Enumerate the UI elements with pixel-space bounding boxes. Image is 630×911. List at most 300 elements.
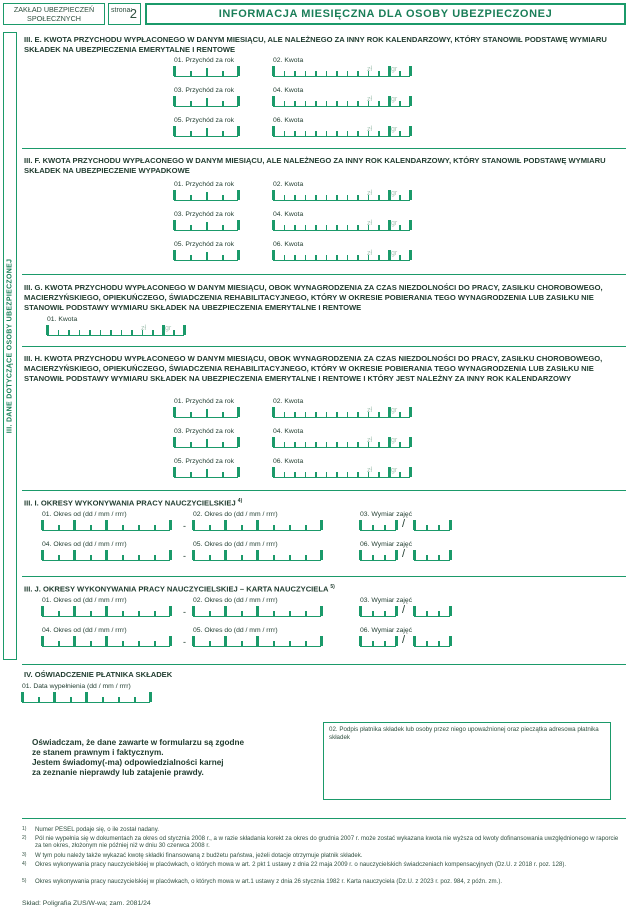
field-tick <box>320 520 323 530</box>
page-label: strona: <box>111 7 133 14</box>
field-tick <box>237 96 240 106</box>
ratio-den-input[interactable] <box>414 637 450 647</box>
section-e-title: III. E. KWOTA PRZYCHODU WYPŁACONEGO W DANYM MIESIĄCU, ALE NALEŻNEGO ZA INNY ROK KALENDARZOWY, KTÓRY STANOWIŁ PODSTAWĘ WYMIARU SKŁADEK NA UBEZPIECZENIA EMERYTALNE I RENTOWE <box>24 35 607 54</box>
footnote-number: 1) <box>22 826 27 832</box>
declaration-line: Oświadczam, że dane zawarte w formularzu są zgodne <box>32 738 245 747</box>
date-input[interactable] <box>193 637 321 647</box>
ratio-num-input[interactable] <box>360 521 396 531</box>
amount-input[interactable] <box>273 468 410 478</box>
footnote-number: 3) <box>22 852 27 858</box>
field-label: 01. Przychód za rok <box>174 57 235 64</box>
section-divider <box>22 274 626 275</box>
field-tick <box>173 250 176 260</box>
footnote <box>22 826 622 833</box>
field-tick <box>192 636 195 646</box>
field-tick <box>41 606 44 616</box>
amount-input[interactable] <box>273 221 410 231</box>
year-input[interactable] <box>174 127 238 137</box>
field-tick <box>173 407 176 417</box>
amount-input[interactable] <box>273 251 410 261</box>
field-tick <box>192 550 195 560</box>
field-tick <box>105 606 108 616</box>
field-tick <box>413 606 416 616</box>
field-tick <box>122 641 124 646</box>
date-input[interactable] <box>42 551 170 561</box>
field-tick <box>237 220 240 230</box>
field-tick <box>173 437 176 447</box>
date-input[interactable] <box>22 693 150 703</box>
year-input[interactable] <box>174 408 238 418</box>
field-tick <box>336 472 338 477</box>
footnote-number: 2) <box>22 835 27 841</box>
gr-label: gr <box>165 325 172 332</box>
date-input[interactable] <box>193 521 321 531</box>
year-input[interactable] <box>174 221 238 231</box>
section-j-title <box>24 582 614 595</box>
field-tick <box>305 442 307 447</box>
ratio-den-input[interactable] <box>414 521 450 531</box>
field-tick <box>315 442 317 447</box>
footnote-number: 4) <box>22 861 27 867</box>
field-tick <box>222 131 224 136</box>
field-tick <box>284 195 286 200</box>
field-tick <box>289 525 291 530</box>
field-tick <box>305 525 307 530</box>
field-tick <box>272 437 275 447</box>
field-tick <box>395 550 398 560</box>
field-tick <box>73 550 76 560</box>
field-tick <box>90 641 92 646</box>
field-tick <box>224 550 227 560</box>
field-tick <box>58 525 60 530</box>
field-tick <box>122 611 124 616</box>
amount-input[interactable] <box>273 408 410 418</box>
field-tick <box>149 692 152 702</box>
field-tick <box>294 442 296 447</box>
field-tick <box>138 525 140 530</box>
field-tick <box>256 636 259 646</box>
field-tick <box>326 472 328 477</box>
field-tick <box>272 66 275 76</box>
field-tick <box>357 472 359 477</box>
date-input[interactable] <box>42 521 170 531</box>
zl-label: zł <box>367 250 373 257</box>
field-tick <box>154 525 156 530</box>
field-tick <box>347 71 349 76</box>
gr-label: gr <box>391 407 398 414</box>
field-tick <box>399 131 401 136</box>
footnote <box>22 878 622 885</box>
field-tick <box>190 71 192 76</box>
field-tick <box>41 520 44 530</box>
section-j-footnote-ref: 5) <box>330 584 335 590</box>
field-label: 05. Przychód za rok <box>174 458 235 465</box>
field-tick <box>206 192 208 200</box>
field-tick <box>154 555 156 560</box>
field-tick <box>305 101 307 106</box>
field-tick <box>315 255 317 260</box>
field-tick <box>359 550 362 560</box>
field-tick <box>237 467 240 477</box>
field-tick <box>305 611 307 616</box>
field-label: 06. Kwota <box>273 241 304 248</box>
field-tick <box>372 641 374 646</box>
field-tick <box>192 520 195 530</box>
field-tick <box>73 520 76 530</box>
field-tick <box>409 126 412 136</box>
field-tick <box>409 250 412 260</box>
field-tick <box>326 412 328 417</box>
field-tick <box>237 250 240 260</box>
field-label: 06. Wymiar zajęć <box>360 541 413 548</box>
field-tick <box>284 442 286 447</box>
field-tick <box>206 252 208 260</box>
field-tick <box>138 611 140 616</box>
year-input[interactable] <box>174 438 238 448</box>
field-tick <box>336 131 338 136</box>
field-tick <box>399 412 401 417</box>
field-tick <box>409 467 412 477</box>
footnote-text: Okres wykonywania pracy nauczycielskiej w placówkach, o których mowa w art.1 ustawy z dnia 26 stycznia 1982 r. Karta nauczyciela (Dz.U. z 2023 r. poz. 984, z późn. zm.). <box>35 878 503 885</box>
field-tick <box>237 126 240 136</box>
zl-label: zł <box>141 325 147 332</box>
field-label: 01. Przychód za rok <box>174 181 235 188</box>
date-input[interactable] <box>42 607 170 617</box>
field-label: 03. Przychód za rok <box>174 428 235 435</box>
field-tick <box>399 442 401 447</box>
field-tick <box>438 525 440 530</box>
field-label: 02. Kwota <box>273 181 304 188</box>
field-tick <box>409 190 412 200</box>
field-tick <box>90 611 92 616</box>
field-tick <box>224 520 227 530</box>
field-tick <box>378 195 380 200</box>
ratio-slash: / <box>402 548 406 560</box>
field-tick <box>347 412 349 417</box>
field-tick <box>105 550 108 560</box>
field-tick <box>315 71 317 76</box>
field-tick <box>173 330 175 335</box>
field-label: 04. Kwota <box>273 87 304 94</box>
field-tick <box>413 550 416 560</box>
field-label: 02. Okres do (dd / mm / rrrr) <box>193 511 278 518</box>
field-tick <box>154 611 156 616</box>
sidebar-label: III. DANE DOTYCZĄCE OSOBY UBEZPIECZONEJ <box>6 258 14 434</box>
field-tick <box>315 225 317 230</box>
field-label: 03. Wymiar zajęć <box>360 511 413 518</box>
field-tick <box>294 255 296 260</box>
zl-label: zł <box>367 407 373 414</box>
field-tick <box>273 555 275 560</box>
field-tick <box>326 442 328 447</box>
field-tick <box>294 195 296 200</box>
field-tick <box>272 126 275 136</box>
amount-input[interactable] <box>273 67 410 77</box>
field-label: 05. Okres do (dd / mm / rrrr) <box>193 541 278 548</box>
field-label: 02. Kwota <box>273 57 304 64</box>
field-tick <box>41 550 44 560</box>
field-tick <box>438 641 440 646</box>
amount-input[interactable] <box>273 438 410 448</box>
date-filled-label: 01. Data wypełnienia (dd / mm / rrrr) <box>22 683 131 690</box>
field-tick <box>190 225 192 230</box>
zl-label: zł <box>367 126 373 133</box>
amount-input[interactable] <box>273 97 410 107</box>
zl-label: zł <box>367 437 373 444</box>
field-tick <box>378 71 380 76</box>
field-tick <box>237 407 240 417</box>
field-tick <box>190 195 192 200</box>
field-tick <box>190 442 192 447</box>
field-label: 04. Okres od (dd / mm / rrrr) <box>42 627 127 634</box>
footnote-number: 5) <box>22 878 27 884</box>
field-tick <box>347 225 349 230</box>
field-tick <box>347 255 349 260</box>
field-tick <box>326 195 328 200</box>
ratio-den-input[interactable] <box>414 607 450 617</box>
field-tick <box>357 101 359 106</box>
date-range-dash: - <box>183 551 186 561</box>
field-tick <box>272 96 275 106</box>
section-i-footnote-ref: 4) <box>237 498 243 504</box>
field-tick <box>192 606 195 616</box>
field-tick <box>169 636 172 646</box>
field-tick <box>347 101 349 106</box>
field-tick <box>190 472 192 477</box>
field-tick <box>294 472 296 477</box>
ratio-slash: / <box>402 634 406 646</box>
field-label: 03. Wymiar zajęć <box>360 597 413 604</box>
date-input[interactable] <box>193 607 321 617</box>
institution-name: ZAKŁAD UBEZPIECZEŃ SPOŁECZNYCH <box>3 3 105 25</box>
field-tick <box>372 611 374 616</box>
field-tick <box>206 98 208 106</box>
gr-label: gr <box>391 66 398 73</box>
field-tick <box>378 442 380 447</box>
field-tick <box>357 442 359 447</box>
field-tick <box>169 520 172 530</box>
field-tick <box>399 195 401 200</box>
field-tick <box>222 225 224 230</box>
field-tick <box>224 606 227 616</box>
declaration-line: za zeznanie nieprawdy lub zatajenie prawdy. <box>32 768 204 777</box>
section-divider <box>22 490 626 491</box>
field-tick <box>222 101 224 106</box>
field-tick <box>173 220 176 230</box>
field-tick <box>347 442 349 447</box>
field-tick <box>224 636 227 646</box>
zl-label: zł <box>367 220 373 227</box>
gr-label: gr <box>391 437 398 444</box>
field-label: 06. Kwota <box>273 117 304 124</box>
field-tick <box>305 195 307 200</box>
field-tick <box>222 71 224 76</box>
field-tick <box>183 325 186 335</box>
field-tick <box>378 412 380 417</box>
field-tick <box>284 225 286 230</box>
field-tick <box>395 520 398 530</box>
field-tick <box>138 641 140 646</box>
field-tick <box>305 131 307 136</box>
field-tick <box>169 606 172 616</box>
page-number: 2 <box>129 6 137 21</box>
year-input[interactable] <box>174 468 238 478</box>
field-label: 05. Okres do (dd / mm / rrrr) <box>193 627 278 634</box>
field-tick <box>21 692 24 702</box>
field-tick <box>68 330 70 335</box>
footnote <box>22 852 622 859</box>
field-tick <box>426 611 428 616</box>
year-input[interactable] <box>174 251 238 261</box>
section-divider <box>22 576 626 577</box>
field-tick <box>154 641 156 646</box>
field-tick <box>399 101 401 106</box>
field-tick <box>256 606 259 616</box>
field-label: 03. Przychód za rok <box>174 211 235 218</box>
field-tick <box>357 255 359 260</box>
field-tick <box>413 520 416 530</box>
field-tick <box>409 96 412 106</box>
footnote <box>22 861 622 868</box>
field-label: 04. Kwota <box>273 211 304 218</box>
field-tick <box>357 71 359 76</box>
field-tick <box>294 71 296 76</box>
field-tick <box>378 131 380 136</box>
year-input[interactable] <box>174 97 238 107</box>
field-tick <box>273 525 275 530</box>
field-tick <box>336 412 338 417</box>
ratio-den-input[interactable] <box>414 551 450 561</box>
field-tick <box>222 412 224 417</box>
field-tick <box>272 220 275 230</box>
field-tick <box>53 692 56 702</box>
field-tick <box>206 409 208 417</box>
field-tick <box>305 412 307 417</box>
zl-label: zł <box>367 96 373 103</box>
field-tick <box>320 550 323 560</box>
field-tick <box>237 190 240 200</box>
field-tick <box>336 442 338 447</box>
amount-input[interactable] <box>273 191 410 201</box>
field-tick <box>190 412 192 417</box>
field-tick <box>222 195 224 200</box>
date-input[interactable] <box>42 637 170 647</box>
section-divider <box>22 346 626 347</box>
section-sidebar <box>3 32 17 660</box>
field-tick <box>152 330 154 335</box>
field-tick <box>449 606 452 616</box>
ratio-num-input[interactable] <box>360 607 396 617</box>
section-f-title: III. F. KWOTA PRZYCHODU WYPŁACONEGO W DANYM MIESIĄCU, ALE NALEŻNEGO ZA INNY ROK KALENDARZOWY, KTÓRY STANOWIŁ PODSTAWĘ WYMIARU SKŁADEK NA UBEZPIECZENIE WYPADKOWE <box>24 156 606 175</box>
field-tick <box>449 636 452 646</box>
field-tick <box>118 697 120 702</box>
signature-box[interactable] <box>323 722 611 800</box>
field-tick <box>384 641 386 646</box>
print-info: Skład: Poligrafia ZUS/W-wa; zam. 2081/24 <box>22 900 151 907</box>
ratio-num-input[interactable] <box>360 551 396 561</box>
page-indicator <box>108 3 141 25</box>
amount-input[interactable] <box>273 127 410 137</box>
field-tick <box>190 131 192 136</box>
field-tick <box>169 550 172 560</box>
field-tick <box>326 225 328 230</box>
signature-label: 02. Podpis płatnika składek lub osoby przez niego upoważnionej oraz pieczątka adresowa płatnika składek <box>329 726 599 741</box>
field-tick <box>284 412 286 417</box>
field-tick <box>209 525 211 530</box>
section-j-title-text: III. J. OKRESY WYKONYWANIA PRACY NAUCZYCIELSKIEJ – KARTA NAUCZYCIELA <box>24 584 329 594</box>
field-tick <box>336 255 338 260</box>
field-tick <box>256 520 259 530</box>
field-label: 01. Okres od (dd / mm / rrrr) <box>42 597 127 604</box>
field-tick <box>305 472 307 477</box>
field-tick <box>206 128 208 136</box>
field-tick <box>409 407 412 417</box>
ratio-num-input[interactable] <box>360 637 396 647</box>
field-tick <box>256 550 259 560</box>
field-tick <box>73 606 76 616</box>
field-tick <box>336 195 338 200</box>
field-tick <box>131 330 133 335</box>
field-tick <box>90 525 92 530</box>
field-tick <box>241 641 243 646</box>
date-range-dash: - <box>183 637 186 647</box>
field-tick <box>320 606 323 616</box>
field-tick <box>73 636 76 646</box>
field-tick <box>284 131 286 136</box>
field-tick <box>272 407 275 417</box>
field-tick <box>347 131 349 136</box>
field-tick <box>294 412 296 417</box>
field-label: 04. Okres od (dd / mm / rrrr) <box>42 541 127 548</box>
field-tick <box>449 550 452 560</box>
year-input[interactable] <box>174 67 238 77</box>
field-tick <box>357 225 359 230</box>
field-tick <box>58 555 60 560</box>
field-tick <box>100 330 102 335</box>
date-input[interactable] <box>193 551 321 561</box>
field-tick <box>336 225 338 230</box>
date-range-dash: - <box>183 607 186 617</box>
field-tick <box>173 190 176 200</box>
field-tick <box>284 255 286 260</box>
footnote-text: Numer PESEL podaje się, o ile został nadany. <box>35 826 159 833</box>
field-tick <box>89 330 91 335</box>
footnote <box>22 835 622 850</box>
field-tick <box>90 555 92 560</box>
field-tick <box>134 697 136 702</box>
field-tick <box>173 467 176 477</box>
field-tick <box>222 255 224 260</box>
field-tick <box>359 520 362 530</box>
field-tick <box>315 472 317 477</box>
field-label: 06. Kwota <box>273 458 304 465</box>
year-input[interactable] <box>174 191 238 201</box>
section-divider <box>22 148 626 149</box>
field-tick <box>326 101 328 106</box>
amount-input[interactable] <box>47 326 184 336</box>
form-title: INFORMACJA MIESIĘCZNA DLA OSOBY UBEZPIECZONEJ <box>145 3 626 25</box>
field-tick <box>110 330 112 335</box>
field-tick <box>209 555 211 560</box>
field-tick <box>409 437 412 447</box>
field-label: 01. Okres od (dd / mm / rrrr) <box>42 511 127 518</box>
field-tick <box>438 555 440 560</box>
field-tick <box>284 101 286 106</box>
field-tick <box>294 131 296 136</box>
field-tick <box>102 697 104 702</box>
field-tick <box>272 190 275 200</box>
field-tick <box>320 636 323 646</box>
